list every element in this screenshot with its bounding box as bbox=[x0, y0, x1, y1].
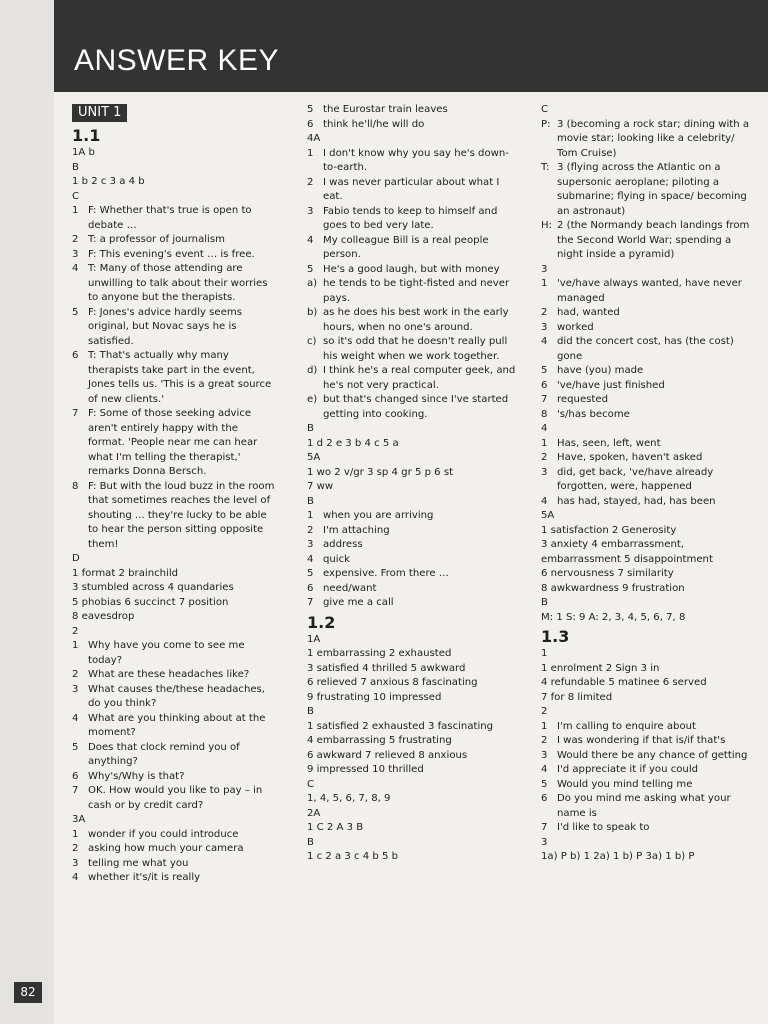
item-number: 5 bbox=[72, 306, 79, 318]
subsection-label: D bbox=[72, 553, 80, 564]
section-heading: 1.1 bbox=[72, 126, 101, 145]
subsection-label: 3 bbox=[541, 836, 548, 848]
item-text: expensive. From there … bbox=[323, 568, 449, 579]
item-text: whether it's/it is really bbox=[88, 872, 201, 883]
answer-item bbox=[541, 763, 751, 778]
answer-item bbox=[72, 407, 278, 480]
item-number: 1 bbox=[541, 278, 548, 289]
subsection-label: C bbox=[541, 104, 549, 115]
item-number: H: bbox=[541, 220, 552, 231]
item-text: I was wondering if that is/if that's bbox=[557, 735, 726, 746]
item-text: 've/have just finished bbox=[557, 379, 665, 391]
answer-item bbox=[541, 720, 751, 735]
item-number: 8 bbox=[541, 408, 548, 420]
item-number: 1 bbox=[72, 828, 79, 840]
answer-line: 3 anxiety 4 embarrassment, bbox=[541, 539, 685, 550]
item-number: 3 bbox=[541, 321, 548, 333]
item-text: give me a call bbox=[323, 597, 394, 608]
item-text: F: But with the loud buzz in the room that sometimes reaches the level of shouting ... they're lucky to be able to hear the person sitting opposite them! bbox=[88, 480, 275, 550]
answer-item bbox=[72, 480, 278, 553]
answer-line: 1 embarrassing 2 exhausted bbox=[307, 648, 452, 659]
item-number: 2 bbox=[541, 735, 548, 746]
item-text: Why have you come to see me today? bbox=[88, 640, 245, 666]
answer-item bbox=[72, 712, 278, 741]
answer-line: 7 for 8 limited bbox=[541, 691, 613, 703]
item-number: 6 bbox=[541, 793, 548, 804]
item-number: P: bbox=[541, 118, 551, 130]
item-text: T: Many of those attending are unwilling to talk about their worries to anyone but the therapists. bbox=[88, 263, 268, 303]
answer-item bbox=[541, 393, 751, 408]
answer-item bbox=[72, 349, 278, 407]
answer-item bbox=[541, 364, 751, 379]
item-number: 1 bbox=[307, 147, 314, 159]
item-number: 6 bbox=[307, 118, 314, 130]
subsection-label: 2 bbox=[72, 625, 79, 637]
section-heading: 1.2 bbox=[307, 612, 336, 632]
item-number: 4 bbox=[541, 764, 548, 775]
answer-item bbox=[307, 205, 517, 234]
item-number: 1 bbox=[72, 205, 79, 216]
item-number: 4 bbox=[72, 263, 79, 274]
item-number: 3 bbox=[72, 857, 79, 869]
answer-item bbox=[307, 524, 517, 539]
item-number: 7 bbox=[72, 408, 79, 419]
answer-line: 7 ww bbox=[307, 481, 334, 492]
answer-item bbox=[307, 306, 517, 335]
answer-item bbox=[72, 770, 278, 785]
item-text: T: a professor of journalism bbox=[88, 234, 225, 245]
item-text: I'd like to speak to bbox=[557, 822, 650, 833]
answer-line: 6 nervousness 7 similarity bbox=[541, 568, 674, 579]
unit-heading bbox=[72, 103, 278, 124]
item-text: Has, seen, left, went bbox=[557, 437, 661, 449]
item-text: I was never particular about what I eat. bbox=[323, 176, 500, 202]
item-text: Fabio tends to keep to himself and goes to bed very late. bbox=[323, 205, 498, 231]
item-text: What causes the/these headaches, do you think? bbox=[88, 683, 266, 709]
answer-line: 1 C 2 A 3 B bbox=[307, 822, 364, 833]
answer-item bbox=[541, 451, 751, 466]
item-number: 2 bbox=[72, 669, 79, 680]
answer-item bbox=[307, 553, 517, 568]
answer-line: 4 embarrassing 5 frustrating bbox=[307, 735, 452, 746]
item-text: He's a good laugh, but with money bbox=[323, 263, 500, 275]
subsection-label: 5A bbox=[307, 452, 321, 463]
item-text: 's/has become bbox=[557, 408, 630, 420]
answer-item bbox=[307, 147, 517, 176]
answer-line: embarrassment 5 disappointment bbox=[541, 553, 713, 565]
answer-item bbox=[307, 509, 517, 524]
item-number: 4 bbox=[541, 495, 548, 507]
answer-item bbox=[307, 335, 517, 364]
answer-item bbox=[307, 176, 517, 205]
item-text: 2 (the Normandy beach landings from the Second World War; spending a night inside a pyramid) bbox=[557, 220, 750, 260]
item-number: 5 bbox=[307, 104, 314, 115]
item-number: 5 bbox=[541, 778, 548, 790]
item-number: 2 bbox=[541, 307, 548, 318]
item-number: a) bbox=[307, 278, 318, 289]
item-number: 2 bbox=[307, 176, 314, 188]
subsection-label: 1 bbox=[541, 648, 548, 659]
item-number: 2 bbox=[72, 843, 79, 854]
subsection-label: 5A bbox=[541, 510, 555, 521]
item-number: 6 bbox=[72, 770, 79, 782]
item-number: 4 bbox=[72, 712, 79, 724]
answer-item bbox=[541, 408, 751, 423]
page-number: 82 bbox=[14, 982, 42, 1003]
answer-item bbox=[307, 118, 517, 133]
item-number: 6 bbox=[307, 582, 314, 594]
item-number: 6 bbox=[72, 350, 79, 361]
answer-item bbox=[72, 639, 278, 668]
item-number: d) bbox=[307, 365, 318, 376]
item-text: did, get back, 've/have already forgotten, were, happened bbox=[557, 466, 714, 492]
item-text: Would there be any chance of getting bbox=[557, 749, 748, 761]
answer-item bbox=[541, 437, 751, 452]
answer-column-1 bbox=[72, 103, 278, 886]
item-number: 4 bbox=[72, 872, 79, 883]
item-text: OK. How would you like to pay – in cash or by credit card? bbox=[88, 785, 263, 811]
answer-item bbox=[307, 393, 517, 422]
item-text: wonder if you could introduce bbox=[88, 828, 239, 840]
item-text: the Eurostar train leaves bbox=[323, 104, 448, 115]
item-number: 4 bbox=[541, 336, 548, 347]
answer-line: 8 awkwardness 9 frustration bbox=[541, 582, 685, 594]
answer-item bbox=[307, 596, 517, 611]
subsection-label: 2 bbox=[541, 706, 548, 717]
item-text: I'm attaching bbox=[323, 524, 390, 536]
answer-line: 1 wo 2 v/gr 3 sp 4 gr 5 p 6 st bbox=[307, 466, 454, 478]
item-number: 3 bbox=[72, 683, 79, 695]
answer-item bbox=[72, 204, 278, 233]
answer-line: M: 1 S: 9 A: 2, 3, 4, 5, 6, 7, 8 bbox=[541, 611, 686, 623]
answer-item bbox=[541, 321, 751, 336]
answer-line: 6 awkward 7 relieved 8 anxious bbox=[307, 749, 468, 761]
answer-item bbox=[541, 466, 751, 495]
answer-item bbox=[541, 821, 751, 836]
item-text: worked bbox=[557, 321, 594, 333]
answer-item bbox=[72, 248, 278, 263]
answer-item bbox=[541, 277, 751, 306]
answer-item bbox=[307, 263, 517, 278]
item-number: 3 bbox=[72, 248, 79, 260]
item-text: What are these headaches like? bbox=[88, 669, 250, 680]
item-text: did the concert cost, has (the cost) gone bbox=[557, 336, 734, 362]
answer-key-banner bbox=[54, 0, 768, 92]
answer-item bbox=[541, 161, 751, 219]
item-text: I'd appreciate it if you could bbox=[557, 764, 699, 775]
item-text: F: Whether that's true is open to debate … bbox=[88, 205, 252, 231]
item-number: 1 bbox=[541, 720, 548, 732]
item-number: 1 bbox=[72, 640, 79, 651]
item-text: F: This evening's event … is free. bbox=[88, 248, 255, 260]
item-text: so it's odd that he doesn't really pull his weight when we work together. bbox=[323, 336, 508, 362]
answer-line: 3 satisfied 4 thrilled 5 awkward bbox=[307, 662, 466, 674]
answer-item bbox=[541, 495, 751, 510]
subsection-label: 3A bbox=[72, 814, 86, 825]
item-text: requested bbox=[557, 394, 608, 405]
item-text: F: Some of those seeking advice aren't entirely happy with the format. 'People near me can hear what I'm telling the therapist,' remarks Donna Bersch. bbox=[88, 408, 258, 477]
item-text: Would you mind telling me bbox=[557, 778, 693, 790]
subsection-label: 4 bbox=[541, 423, 548, 434]
item-text: when you are arriving bbox=[323, 510, 434, 521]
item-number: 5 bbox=[541, 365, 548, 376]
answer-item bbox=[72, 741, 278, 770]
answer-item bbox=[72, 857, 278, 872]
item-text: I'm calling to enquire about bbox=[557, 720, 696, 732]
subsection-label: B bbox=[307, 423, 314, 434]
item-text: he tends to be tight-fisted and never pays. bbox=[323, 278, 510, 304]
subsection-label: B bbox=[307, 706, 314, 717]
answer-line: 9 frustrating 10 impressed bbox=[307, 691, 442, 703]
answer-line: 3 stumbled across 4 quandaries bbox=[72, 582, 234, 593]
answer-line: 9 impressed 10 thrilled bbox=[307, 764, 424, 775]
subsection-label: B bbox=[541, 597, 548, 608]
item-number: 7 bbox=[72, 785, 79, 796]
item-text: 've/have always wanted, have never managed bbox=[557, 278, 742, 304]
answer-item bbox=[541, 379, 751, 394]
section-heading: 1.3 bbox=[541, 627, 570, 646]
subsection-label: 4A bbox=[307, 133, 321, 144]
subsection-label: 3 bbox=[541, 263, 548, 275]
answer-line: 4 refundable 5 matinee 6 served bbox=[541, 677, 707, 688]
subsection-label: 1A bbox=[307, 633, 321, 645]
item-number: T: bbox=[541, 162, 550, 173]
item-number: 2 bbox=[72, 234, 79, 245]
subsection-label: C bbox=[72, 190, 80, 202]
answer-item bbox=[307, 567, 517, 582]
answer-item bbox=[72, 306, 278, 350]
item-number: b) bbox=[307, 307, 318, 318]
answer-item bbox=[307, 538, 517, 553]
item-text: My colleague Bill is a real people person. bbox=[323, 234, 489, 260]
answer-item bbox=[72, 871, 278, 886]
item-number: 3 bbox=[541, 466, 548, 478]
item-text: I think he's a real computer geek, and he's not very practical. bbox=[323, 365, 516, 391]
item-number: 7 bbox=[541, 822, 548, 833]
answer-item bbox=[72, 233, 278, 248]
answer-line: 1 b 2 c 3 a 4 b bbox=[72, 176, 145, 187]
answer-item bbox=[72, 262, 278, 306]
page-title: ANSWER KEY bbox=[74, 44, 280, 77]
item-number: 2 bbox=[307, 524, 314, 536]
answer-item bbox=[72, 784, 278, 813]
answer-item bbox=[541, 335, 751, 364]
item-number: 5 bbox=[307, 568, 314, 579]
subsection-label: B bbox=[307, 495, 314, 507]
answer-item bbox=[541, 749, 751, 764]
item-number: 5 bbox=[72, 741, 79, 753]
item-text: but that's changed since I've started getting into cooking. bbox=[323, 394, 509, 420]
answer-item bbox=[541, 118, 751, 162]
answer-line: 1 satisfied 2 exhausted 3 fascinating bbox=[307, 720, 494, 732]
item-text: asking how much your camera bbox=[88, 843, 244, 854]
answer-item bbox=[541, 219, 751, 263]
item-number: 4 bbox=[307, 553, 314, 565]
item-number: e) bbox=[307, 394, 318, 405]
answer-line: 6 relieved 7 anxious 8 fascinating bbox=[307, 677, 478, 688]
item-number: 4 bbox=[307, 234, 314, 246]
item-text: address bbox=[323, 539, 363, 550]
answer-item bbox=[541, 306, 751, 321]
answer-column-2 bbox=[307, 103, 517, 865]
answer-line: 1 d 2 e 3 b 4 c 5 a bbox=[307, 437, 399, 449]
item-text: think he'll/he will do bbox=[323, 118, 425, 130]
subsection-label: C bbox=[307, 778, 315, 790]
answer-item bbox=[541, 734, 751, 749]
answer-column-3 bbox=[541, 103, 751, 865]
answer-item bbox=[72, 828, 278, 843]
item-text: 3 (becoming a rock star; dining with a movie star; looking like a celebrity/ Tom Cruise) bbox=[557, 118, 750, 159]
answer-item bbox=[541, 778, 751, 793]
item-text: T: That's actually why many therapists take part in the event, Jones tells us. 'This is a great source of new clients.' bbox=[88, 350, 272, 405]
answer-item bbox=[307, 277, 517, 306]
item-text: has had, stayed, had, has been bbox=[557, 495, 716, 507]
item-text: need/want bbox=[323, 582, 377, 594]
item-number: 1 bbox=[541, 437, 548, 449]
subsection-label: B bbox=[72, 161, 79, 173]
item-text: Why's/Why is that? bbox=[88, 770, 185, 782]
item-number: 7 bbox=[541, 394, 548, 405]
answer-item bbox=[72, 668, 278, 683]
answer-line: 1 satisfaction 2 Generosity bbox=[541, 524, 677, 536]
answer-item bbox=[541, 792, 751, 821]
item-text: Does that clock remind you of anything? bbox=[88, 741, 240, 767]
answer-line: 1, 4, 5, 6, 7, 8, 9 bbox=[307, 793, 391, 804]
item-text: as he does his best work in the early hours, when no one's around. bbox=[323, 307, 509, 333]
item-text: telling me what you bbox=[88, 857, 189, 869]
answer-line: 1 enrolment 2 Sign 3 in bbox=[541, 662, 660, 674]
answer-line: 1a) P b) 1 2a) 1 b) P 3a) 1 b) P bbox=[541, 851, 695, 862]
item-text: What are you thinking about at the moment? bbox=[88, 712, 266, 738]
answer-item bbox=[72, 683, 278, 712]
answer-item bbox=[307, 234, 517, 263]
answer-line: 1 c 2 a 3 c 4 b 5 b bbox=[307, 851, 399, 862]
item-number: 3 bbox=[307, 205, 314, 217]
item-number: 8 bbox=[72, 480, 79, 492]
answer-line: 5 phobias 6 succinct 7 position bbox=[72, 596, 229, 608]
subsection-label: 2A bbox=[307, 807, 321, 819]
item-text: Do you mind me asking what your name is bbox=[557, 793, 731, 819]
item-number: 2 bbox=[541, 452, 548, 463]
item-text: F: Jones's advice hardly seems original, but Novac says he is satisfied. bbox=[88, 306, 242, 347]
item-text: have (you) made bbox=[557, 365, 644, 376]
item-number: 3 bbox=[541, 749, 548, 761]
answer-item bbox=[72, 842, 278, 857]
item-number: c) bbox=[307, 336, 317, 347]
subsection-label: B bbox=[307, 836, 314, 848]
item-text: 3 (flying across the Atlantic on a supersonic aeroplane; piloting a submarine; flying in space/ becoming an astronaut) bbox=[557, 162, 747, 217]
answer-line: 1 format 2 brainchild bbox=[72, 567, 179, 579]
item-text: quick bbox=[323, 553, 351, 565]
item-text: Have, spoken, haven't asked bbox=[557, 452, 703, 463]
answer-item bbox=[307, 103, 517, 118]
item-number: 1 bbox=[307, 510, 314, 521]
answer-line: 8 eavesdrop bbox=[72, 611, 135, 622]
page-margin bbox=[0, 0, 54, 1024]
item-text: had, wanted bbox=[557, 307, 620, 318]
answer-item bbox=[307, 364, 517, 393]
item-number: 7 bbox=[307, 597, 314, 608]
item-number: 6 bbox=[541, 379, 548, 391]
answer-item bbox=[307, 582, 517, 597]
subsection-label: 1A b bbox=[72, 147, 95, 158]
unit-badge: UNIT 1 bbox=[72, 104, 127, 122]
item-text: I don't know why you say he's down-to-earth. bbox=[323, 147, 509, 173]
item-number: 5 bbox=[307, 263, 314, 275]
item-number: 3 bbox=[307, 539, 314, 550]
